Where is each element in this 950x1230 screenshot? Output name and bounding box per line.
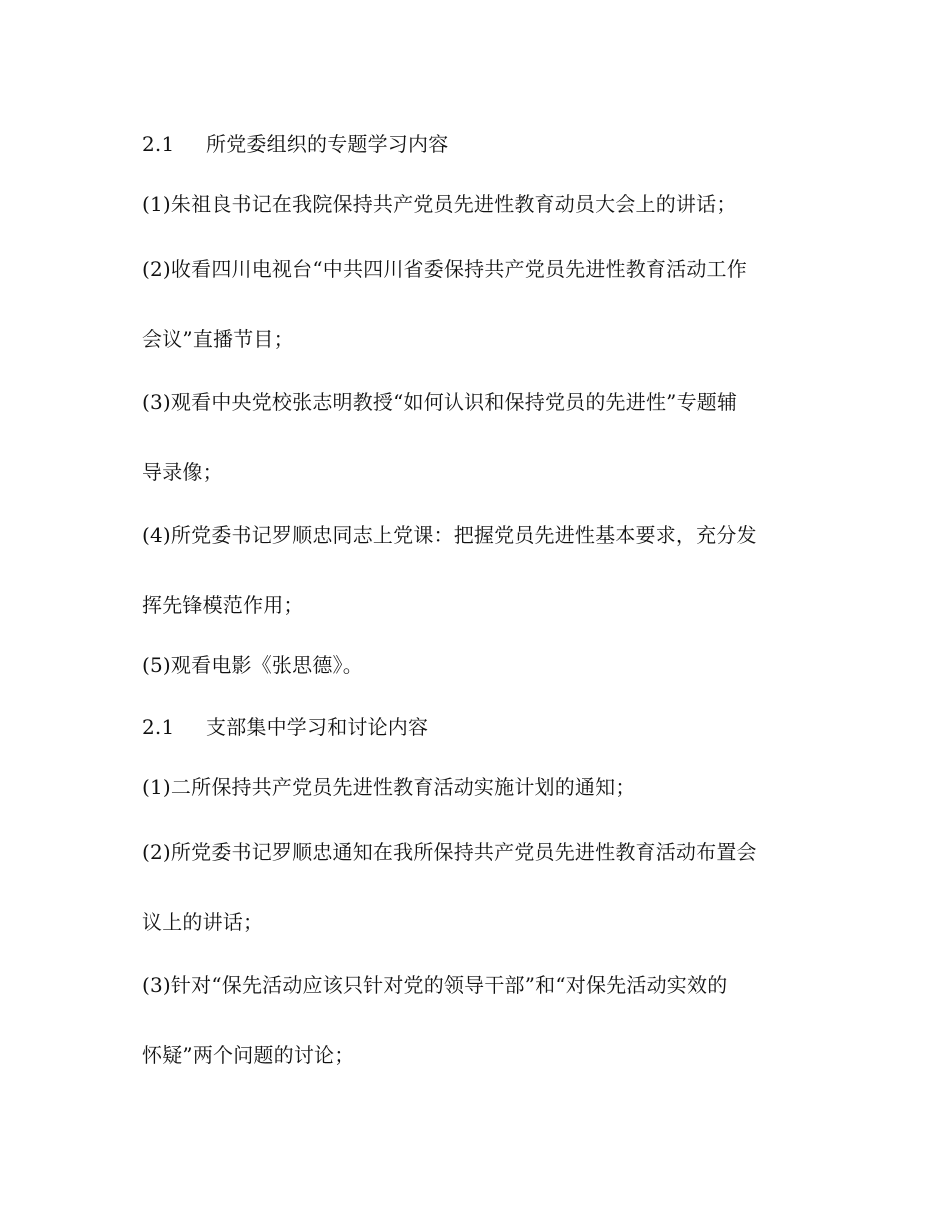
section-number: 2.1 xyxy=(142,715,175,739)
section-number: 2.1 xyxy=(142,132,175,156)
section-title: 支部集中学习和讨论内容 xyxy=(206,715,429,739)
section-heading-1 xyxy=(142,131,448,157)
paragraph-line: 挥先锋模范作用； xyxy=(142,593,304,617)
paragraph-line: (4)所党委书记罗顺忠同志上党课：把握党员先进性基本要求，充分发 xyxy=(142,523,757,547)
paragraph-line: (1)二所保持共产党员先进性教育活动实施计划的通知； xyxy=(142,775,636,799)
paragraph-line: (2)收看四川电视台“中共四川省委保持共产党员先进性教育活动工作 xyxy=(142,257,747,281)
section-heading-2 xyxy=(142,714,428,740)
paragraph-line: (5)观看电影《张思德》。 xyxy=(142,653,363,677)
paragraph-line: (2)所党委书记罗顺忠通知在我所保持共产党员先进性教育活动布置会 xyxy=(142,840,757,864)
paragraph-line: (1)朱祖良书记在我院保持共产党员先进性教育动员大会上的讲话； xyxy=(142,192,737,216)
paragraph-line: 会议”直播节目； xyxy=(142,327,294,351)
paragraph-line: (3)针对“保先活动应该只针对党的领导干部”和“对保先活动实效的 xyxy=(142,973,728,997)
paragraph-line: (3)观看中央党校张志明教授“如何认识和保持党员的先进性”专题辅 xyxy=(142,390,738,414)
paragraph-line: 议上的讲话； xyxy=(142,910,264,934)
section-title: 所党委组织的专题学习内容 xyxy=(206,132,449,156)
paragraph-line: 导录像； xyxy=(142,460,223,484)
paragraph-line: 怀疑”两个问题的讨论； xyxy=(142,1043,355,1067)
